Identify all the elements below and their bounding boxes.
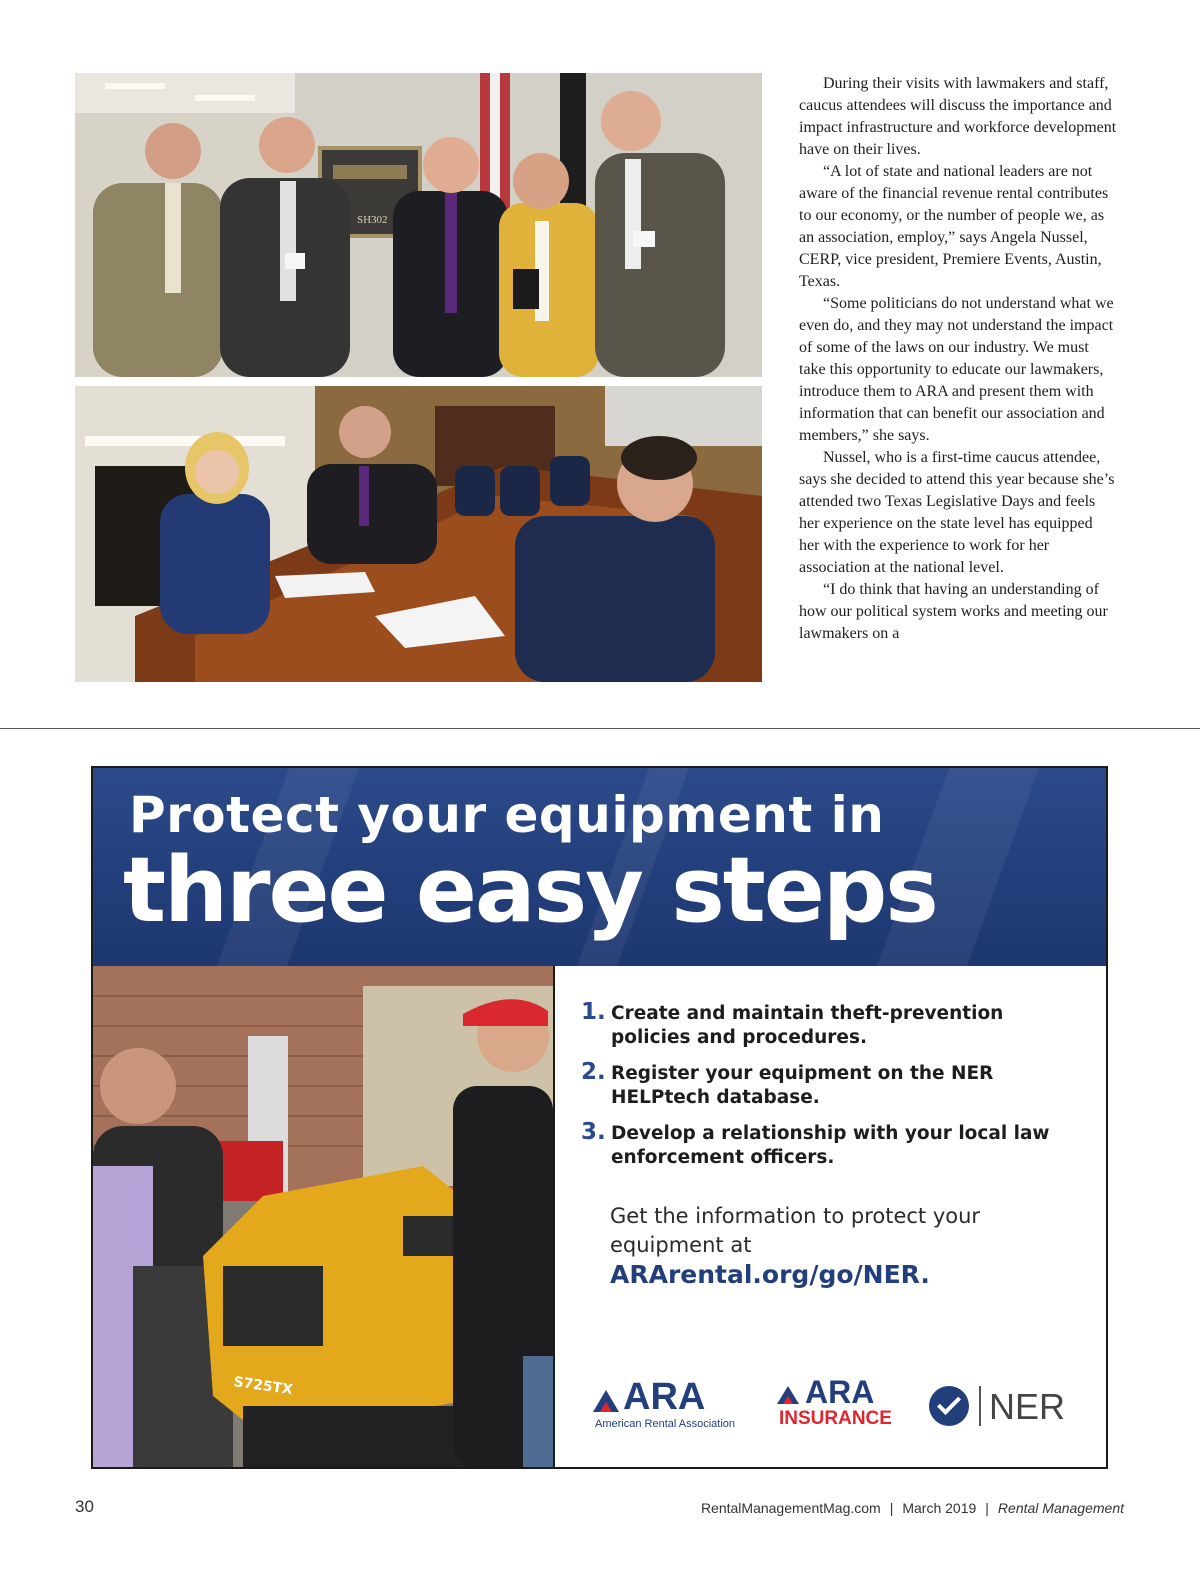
ara-insurance-logo-text: ARA <box>805 1374 875 1410</box>
article-paragraph-4: Nussel, who is a first-time caucus attendee, says she decided to attend this year because she’s attended two Texas Legislative Days and feels her experience on the state level has equipped her with the experience to work for her association at the national level. <box>799 449 1115 576</box>
ad-photo-officer-equipment <box>93 966 553 1469</box>
footer-separator: | <box>889 1500 894 1516</box>
ad-step-text: Register your equipment on the NER HELPtech database. <box>611 1063 994 1108</box>
ad-step-text: Develop a relationship with your local law enforcement officers. <box>611 1123 1050 1168</box>
ner-check-icon <box>929 1386 969 1426</box>
ad-logo-row <box>593 1374 1083 1440</box>
ara-logo-subtitle: American Rental Association <box>595 1418 736 1430</box>
ad-step-number: 3. <box>581 1119 606 1145</box>
article-text <box>799 73 1117 645</box>
page-footer <box>701 1500 1124 1516</box>
ad-headline-line1: Protect your equipment in <box>129 786 885 844</box>
article-paragraph-2: “A lot of state and national leaders are not aware of the financial revenue rental contributes to our economy, or the number of people we, as an association, employ,” says Angela Nussel, CERP, vice president, Premiere Events, Austin, Texas. <box>799 163 1109 290</box>
ner-logo-text: NER <box>989 1386 1066 1427</box>
footer-separator: | <box>985 1500 989 1516</box>
article-paragraph-5: “I do think that having an understanding of how our political system works and meeting our lawmakers on a <box>799 581 1108 642</box>
footer-issue: March 2019 <box>902 1500 977 1516</box>
footer-magazine: Rental Management <box>997 1500 1124 1516</box>
machine-model-label: S725TX <box>232 1374 294 1399</box>
ner-logo <box>929 1382 1079 1434</box>
footer-site: RentalManagementMag.com <box>700 1500 881 1516</box>
meeting-photo <box>75 386 762 682</box>
ad-step-2 <box>581 1059 1081 1110</box>
ara-logo-text: ARA <box>623 1376 706 1418</box>
plaque-number: SH302 <box>357 214 388 226</box>
article-paragraph-1: During their visits with lawmakers and staff, caucus attendees will discuss the importance and impact infrastructure and workforce development have on their lives. <box>799 75 1117 158</box>
page-number: 30 <box>75 1497 94 1516</box>
ad-step-1 <box>581 999 1081 1050</box>
ad-step-number: 1. <box>581 999 606 1025</box>
article-paragraph-3: “Some politicians do not understand what we even do, and they may not understand the impact of some of the laws on our industry. We must take this opportunity to educate our lawmakers, introduce them to ARA and present them with information that can benefit our association and members,” she says. <box>799 295 1114 444</box>
ad-step-text: Create and maintain theft-prevention policies and procedures. <box>611 1003 1004 1048</box>
ara-insurance-logo-word: INSURANCE <box>779 1408 892 1429</box>
ad-cta-link[interactable]: ARArental.org/go/NER. <box>610 1260 930 1289</box>
ad-headline-line2: three easy steps <box>123 838 937 943</box>
group-photo <box>75 73 762 377</box>
ad-cta-text: Get the information to protect your equipment at <box>610 1204 981 1257</box>
ad-steps-list <box>581 999 1081 1182</box>
ner-advertisement <box>91 766 1108 1469</box>
ad-step-number: 2. <box>581 1059 606 1085</box>
ad-info-panel <box>553 966 1106 1469</box>
ad-headline-banner <box>93 768 1106 966</box>
ara-logo <box>593 1376 753 1436</box>
section-divider <box>0 728 1200 729</box>
ad-step-3 <box>581 1119 1081 1170</box>
ara-insurance-logo <box>775 1374 915 1436</box>
